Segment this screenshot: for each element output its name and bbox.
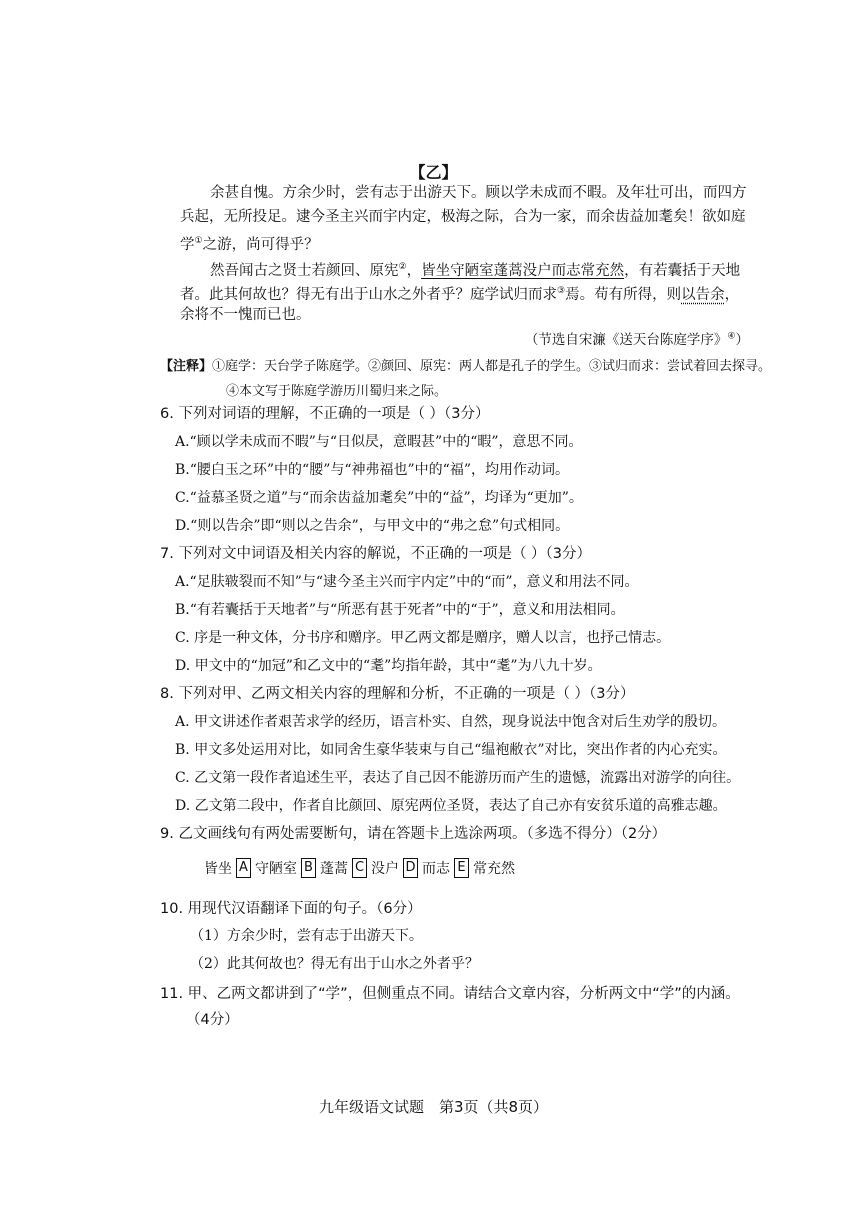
passage-p2-line2 xyxy=(180,281,739,305)
underlined-sentence: 皆坐守陋室蓬蒿没户而志常充然 xyxy=(421,262,625,279)
question-10: 10. 用现代汉语翻译下面的句子。（6分） xyxy=(160,901,422,917)
segment: 守陋室 xyxy=(255,861,297,877)
text-xue: 学 xyxy=(180,236,195,253)
q7-option-b: B.“有若囊括于天地者”与“所恶有甚于死者”中的“于”，意义和用法相同。 xyxy=(175,602,625,618)
split-box-b[interactable]: B xyxy=(301,858,316,878)
text-c: ， xyxy=(724,286,740,303)
segment: 常充然 xyxy=(473,861,515,877)
q8-option-c: C. 乙文第一段作者追述生平，表达了自己因不能游历而产生的遗憾，流露出对游学的向往。 xyxy=(175,770,741,786)
notes-line1 xyxy=(160,355,771,374)
segment: 而志 xyxy=(422,861,450,877)
q6-option-d: D.“则以告余”即“则以之告余”，与甲文中的“弗之怠”句式相同。 xyxy=(175,518,570,534)
q8-option-b: B. 甲文多处运用对比，如同舍生豪华装束与自己“缊袍敝衣”对比，突出作者的内心充实。 xyxy=(175,742,727,758)
question-9: 9. 乙文画线句有两处需要断句，请在答题卡上选涂两项。（多选不得分）（2分） xyxy=(160,826,667,842)
notes-label: 【注释】 xyxy=(160,359,213,374)
question-6: 6. 下列对词语的理解，不正确的一项是（ ）（3分） xyxy=(160,406,490,422)
dotted-phrase: 以告余 xyxy=(681,286,725,303)
passage-p1-line3 xyxy=(180,231,319,255)
split-box-e[interactable]: E xyxy=(454,858,469,878)
passage-p1-line1: 余甚自愧。方余少时，尝有志于出游天下。顾以学未成而不暇。及年壮可出，而四方 xyxy=(210,185,747,201)
notes-text: ①庭学：天台学子陈庭学。②颜回、原宪：两人都是孔子的学生。③试归而求：尝试着回去探寻。 xyxy=(212,359,772,374)
source-text: （节选自宋濂《送天台陈庭学序》 xyxy=(524,332,728,348)
q6-option-b: B.“腰白玉之环”中的“腰”与“神弗福也”中的“福”，均用作动词。 xyxy=(175,462,569,478)
note-marker-3: ③ xyxy=(557,286,566,296)
q8-option-a: A. 甲文讲述作者艰苦求学的经历，语言朴实、自然，现身说法中饱含对后生劝学的殷切。 xyxy=(175,714,727,730)
notes-line2: ④本文写于陈庭学游历川蜀归来之际。 xyxy=(226,384,448,399)
question-7: 7. 下列对文中词语及相关内容的解说，不正确的一项是（ ）（3分） xyxy=(160,546,592,562)
note-marker-4: ④ xyxy=(727,331,736,342)
q8-option-d: D. 乙文第二段中，作者自比颜回、原宪两位圣贤，表达了自己亦有安贫乐道的高雅志趣。 xyxy=(175,798,727,814)
source-end: ） xyxy=(735,332,749,348)
question-11-score: （4分） xyxy=(186,1012,239,1028)
note-marker-1: ① xyxy=(194,236,203,246)
text-b: ，有若囊括于天地 xyxy=(624,262,741,279)
q10-sentence-1: （1）方余少时，尝有志于出游天下。 xyxy=(190,928,423,944)
text-a: 然吾闻古之贤士若颜回、原宪 xyxy=(210,262,399,279)
question-11: 11. 甲、乙两文都讲到了“学”，但侧重点不同。请结合文章内容，分析两文中“学”的内涵。 xyxy=(160,986,740,1002)
split-box-c[interactable]: C xyxy=(352,858,367,878)
text-rest: 之游，尚可得乎？ xyxy=(202,236,319,253)
note-marker-2: ② xyxy=(398,262,407,272)
segment: 没户 xyxy=(371,861,399,877)
passage-title: 【乙】 xyxy=(409,163,458,182)
text-b: 焉。苟有所得，则 xyxy=(565,286,682,303)
passage-p1-line2: 兵起，无所投足。逮今圣主兴而宇内定，极海之际，合为一家，而余齿益加耄矣！欲如庭 xyxy=(180,209,746,225)
q10-sentence-2: （2）此其何故也？得无有出于山水之外者乎？ xyxy=(190,956,479,972)
passage-source xyxy=(525,328,749,348)
passage-p2-line1: 然吾闻古之贤士若颜回、原宪②，皆坐守陋室蓬蒿没户而志常充然，有若囊括于天地 xyxy=(210,262,741,279)
segment: 皆坐 xyxy=(204,861,232,877)
passage-p2-line3: 余将不一愧而已也。 xyxy=(180,307,311,323)
segment: 蓬蒿 xyxy=(320,861,348,877)
page-footer: 九年级语文试题 第3页（共8页） xyxy=(318,1098,549,1116)
split-box-d[interactable]: D xyxy=(403,858,418,878)
q7-option-c: C. 序是一种文体，分书序和赠序。甲乙两文都是赠序，赠人以言，也抒己情志。 xyxy=(175,630,671,646)
q7-option-a: A.“足肤皲裂而不知”与“逮今圣主兴而宇内定”中的“而”，意义和用法不同。 xyxy=(175,574,639,590)
q6-option-a: A.“顾以学未成而不暇”与“日似昃，意暇甚”中的“暇”，意思不同。 xyxy=(175,434,583,450)
question-8: 8. 下列对甲、乙两文相关内容的理解和分析，不正确的一项是（ ）（3分） xyxy=(160,686,635,702)
q6-option-c: C.“益慕圣贤之道”与“而余齿益加耄矣”中的“益”，均译为“更加”。 xyxy=(175,490,583,506)
q7-option-d: D. 甲文中的“加冠”和乙文中的“耄”均指年龄，其中“耄”为八九十岁。 xyxy=(175,658,602,674)
text-a: 者。此其何故也？得无有出于山水之外者乎？庭学试归而求 xyxy=(180,286,557,303)
split-box-a[interactable]: A xyxy=(236,858,251,878)
sentence-split-options xyxy=(200,858,519,878)
